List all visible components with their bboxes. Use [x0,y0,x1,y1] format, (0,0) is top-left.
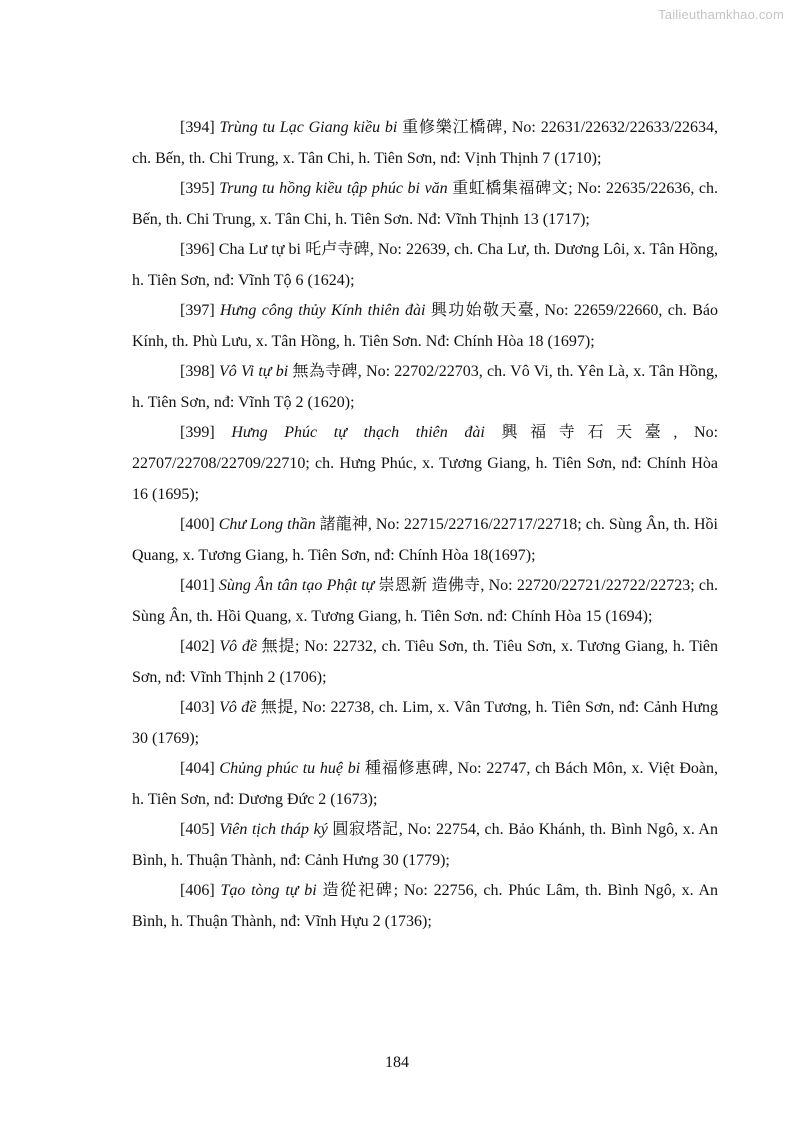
watermark: Tailieuthamkhao.com [658,7,784,22]
entry-number: [404] [180,760,215,777]
bibliography-entry [132,692,718,754]
entry-details: , No: 22720/22721/22722/22723; ch. Sùng Ân, th. Hồi Quang, x. Tương Giang, h. Tiên Sơn. nđ: Chính Hòa 15 (1694); [132,577,718,625]
entry-details: , No: 22631/22632/22633/22634, ch. Bến, th. Chi Trung, x. Tân Chi, h. Tiên Sơn, nđ: Vịnh Thịnh 7 (1710); [132,119,719,167]
entry-han-title: 崇恩新 造佛寺 [378,577,481,594]
entry-details: , No: 22747, ch Bách Môn, x. Việt Đoàn, h. Tiên Sơn, nđ: Dương Đức 2 (1673); [132,760,719,808]
entry-number: [396] [180,241,215,258]
entry-number: [405] [180,821,215,838]
entry-number: [398] [180,363,215,380]
entry-details: ; No: 22635/22636, ch. Bến, th. Chi Trung, x. Tân Chi, h. Tiên Sơn. Nđ: Vĩnh Thịnh 13 (1717); [132,180,718,228]
bibliography-entry [132,112,718,174]
entry-details: ; No: 22756, ch. Phúc Lâm, th. Bình Ngô, x. An Bình, h. Thuận Thành, nđ: Vĩnh Hựu 2 (1736); [132,882,719,930]
entry-number: [394] [180,119,215,136]
entry-number: [400] [180,516,215,533]
bibliography-entry [132,356,718,418]
entry-han-title: 重修樂江橋碑 [402,119,504,136]
entry-details: , No: 22738, ch. Lim, x. Vân Tương, h. Tiên Sơn, nđ: Cảnh Hưng 30 (1769); [132,699,719,747]
entry-han-title: 重虹橋集福碑文 [452,180,569,197]
entry-han-title: 諸龍神 [319,516,368,533]
entry-han-title: 無提 [261,638,296,655]
bibliography-entry [132,631,718,693]
entry-han-title: 無為寺碑 [292,363,358,380]
entry-han-title: 吒卢寺碑 [305,241,370,258]
bibliography-entry [132,295,718,357]
entry-han-title: 種福修惠碑 [365,760,449,777]
entry-details: ; No: 22732, ch. Tiêu Sơn, th. Tiêu Sơn, x. Tương Giang, h. Tiên Sơn, nđ: Vĩnh Thịnh 2 (1706); [132,638,718,686]
entry-title: Tạo tòng tự bi [220,882,317,899]
entry-details: , No: 22754, ch. Bảo Khánh, th. Bình Ngô, x. An Bình, h. Thuận Thành, nđ: Cảnh Hưng 30 (1779); [132,821,718,869]
entry-han-title: 圓寂塔記 [332,821,399,838]
entry-title: Hưng công thủy Kính thiên đài [220,302,426,319]
bibliography-entry [132,173,718,235]
entry-number: [401] [180,577,215,594]
entry-han-title: 興功始敬天臺 [430,302,536,319]
entry-title: Vô Vi tự bi [218,363,289,380]
entry-han-title: 無提 [260,699,294,716]
entry-number: [395] [180,180,215,197]
entry-title: Vô đề [219,699,257,716]
entry-details: , No: 22659/22660, ch. Báo Kính, th. Phù Lưu, x. Tân Hồng, h. Tiên Sơn. Nđ: Chính Hòa 18 (1697); [132,302,719,350]
entry-details: , No: 22639, ch. Cha Lư, th. Dương Lôi, x. Tân Hồng, h. Tiên Sơn, nđ: Vĩnh Tộ 6 (1624); [132,241,719,289]
entry-details: , No: 22702/22703, ch. Vô Vi, th. Yên Là, x. Tân Hồng, h. Tiên Sơn, nđ: Vĩnh Tộ 2 (1620); [132,363,719,411]
entry-number: [403] [180,699,215,716]
entry-han-title: 興福寺石天臺 [501,424,674,441]
entry-number: [402] [180,638,215,655]
entry-number: [406] [180,882,215,899]
entry-title: Chư Long thần [218,516,316,533]
bibliography-entry [132,509,718,571]
entry-details: , No: 22707/22708/22709/22710; ch. Hưng Phúc, x. Tương Giang, h. Tiên Sơn, nđ: Chính Hòa 16 (1695); [132,424,719,503]
bibliography-entry [132,570,718,632]
entry-details: , No: 22715/22716/22717/22718; ch. Sùng Ân, th. Hồi Quang, x. Tương Giang, h. Tiên Sơn, nđ: Chính Hòa 18(1697); [132,516,718,564]
entry-title: Trùng tu Lạc Giang kiều bi [219,119,398,136]
entry-number: [397] [180,302,215,319]
entry-title: Hưng Phúc tự thạch thiên đài [231,424,485,441]
entry-title: Chủng phúc tu huệ bi [219,760,361,777]
entry-title: Viên tịch tháp ký [219,821,328,838]
entry-title: Trung tu hồng kiều tập phúc bi văn [219,180,448,197]
entry-title: Cha Lư tự bi [218,241,301,258]
entry-han-title: 造從祀碑 [322,882,394,899]
entry-title: Sùng Ân tân tạo Phật tự [218,577,375,594]
bibliography-entry [132,814,718,876]
bibliography-entry [132,753,718,815]
entry-number: [399] [180,424,215,441]
page-number: 184 [385,1054,409,1071]
bibliography-entry [132,875,718,937]
entry-title: Vô đề [219,638,257,655]
bibliography-entry [132,234,718,296]
bibliography-list [132,112,718,936]
bibliography-entry [132,417,718,510]
